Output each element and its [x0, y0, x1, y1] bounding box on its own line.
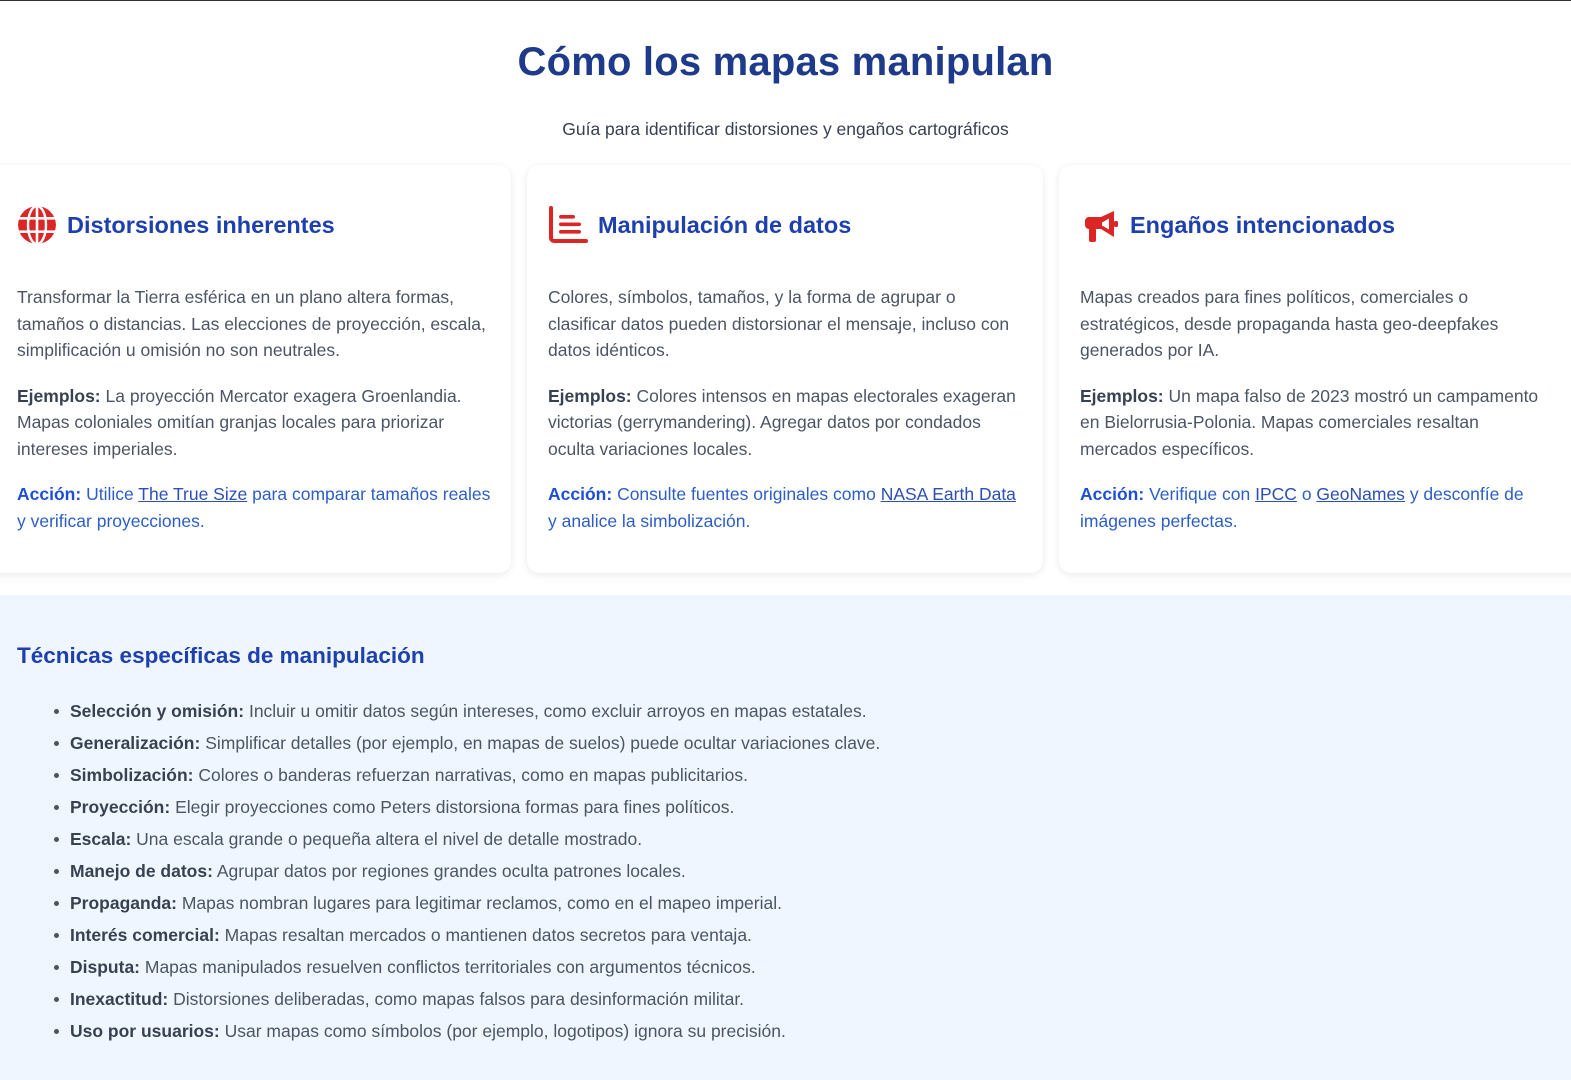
card-examples	[17, 383, 492, 463]
techniques-section	[0, 595, 1571, 1080]
item-text: Agrupar datos por regiones grandes oculta patrones locales.	[216, 861, 686, 881]
card-body	[17, 284, 492, 534]
action-label: Acción:	[1080, 484, 1145, 504]
item-text: Simplificar detalles (por ejemplo, en mapas de suelos) puede ocultar variaciones clave.	[205, 733, 881, 753]
item-label: Uso por usuarios:	[70, 1021, 220, 1041]
item-text: Usar mapas como símbolos (por ejemplo, logotipos) ignora su precisión.	[224, 1021, 786, 1041]
item-label: Propaganda:	[70, 893, 177, 913]
item-label: Interés comercial:	[70, 925, 220, 945]
card-description: Colores, símbolos, tamaños, y la forma de agrupar o clasificar datos pueden distorsionar el mensaje, incluso con datos idénticos.	[548, 287, 1010, 360]
card-header	[548, 203, 1026, 247]
action-text: Consulte fuentes originales como	[617, 484, 876, 504]
card-description: Mapas creados para fines políticos, comerciales o estratégicos, desde propaganda hasta geo-deepfakes generados por IA.	[1080, 287, 1499, 360]
chart-bars-icon	[548, 205, 588, 245]
list-item	[70, 983, 1571, 1015]
action-label: Acción:	[17, 484, 82, 504]
item-text: Una escala grande o pequeña altera el nivel de detalle mostrado.	[136, 829, 643, 849]
card-title: Engaños intencionados	[1130, 211, 1396, 238]
examples-text: Colores intensos en mapas electorales exageran victorias (gerrymandering). Agregar datos por condados oculta variaciones locales.	[548, 385, 1016, 459]
item-text: Mapas resaltan mercados o mantienen datos secretos para ventaja.	[224, 925, 752, 945]
list-item	[70, 759, 1571, 791]
list-item	[70, 919, 1571, 951]
examples-label: Ejemplos:	[17, 385, 101, 406]
card-title: Manipulación de datos	[598, 211, 852, 238]
card-distorsiones-inherentes	[0, 165, 511, 573]
item-label: Selección y omisión:	[70, 701, 245, 721]
card-action	[1080, 481, 1555, 534]
item-text: Mapas nombran lugares para legitimar reclamos, como en el mapeo imperial.	[181, 893, 782, 913]
action-text: y desconfíe de imágenes perfectas.	[1080, 484, 1524, 531]
card-body	[1080, 284, 1555, 534]
card-description: Transformar la Tierra esférica en un plano altera formas, tamaños o distancias. Las elecciones de proyección, escala, simplificación u omisión no son neutrales.	[17, 287, 486, 360]
action-text: o	[1301, 484, 1312, 504]
card-action	[548, 481, 1023, 534]
item-label: Proyección:	[70, 797, 171, 817]
card-enganos-intencionados	[1059, 165, 1571, 573]
item-label: Manejo de datos:	[70, 861, 213, 881]
examples-text: La proyección Mercator exagera Groenlandia. Mapas coloniales omitían granjas locales para priorizar intereses imperiales.	[17, 385, 462, 459]
item-text: Mapas manipulados resuelven conflictos territoriales con argumentos técnicos.	[144, 957, 756, 977]
card-manipulacion-de-datos	[527, 165, 1043, 573]
list-item	[70, 887, 1571, 919]
card-body	[548, 284, 1023, 534]
link-ipcc[interactable]: IPCC	[1255, 484, 1297, 504]
card-examples	[1080, 383, 1555, 463]
list-item	[70, 951, 1571, 983]
techniques-title: Técnicas específicas de manipulación	[17, 643, 425, 668]
list-item	[70, 791, 1571, 823]
card-title: Distorsiones inherentes	[67, 211, 335, 238]
item-label: Inexactitud:	[70, 989, 169, 1009]
list-item	[70, 727, 1571, 759]
list-item	[70, 695, 1571, 727]
page-header	[0, 0, 1571, 160]
item-label: Simbolización:	[70, 765, 194, 785]
card-header	[17, 203, 494, 247]
examples-text: Un mapa falso de 2023 mostró un campamento en Bielorrusia-Polonia. Mapas comerciales resaltan mercados específicos.	[1080, 385, 1539, 459]
list-item	[70, 823, 1571, 855]
action-text: Utilice	[86, 484, 134, 504]
globe-icon	[17, 205, 57, 245]
item-label: Generalización:	[70, 733, 201, 753]
action-text: y analice la simbolización.	[548, 510, 751, 531]
item-text: Elegir proyecciones como Peters distorsiona formas para fines políticos.	[175, 797, 735, 817]
item-text: Incluir u omitir datos según intereses, como excluir arroyos en mapas estatales.	[248, 701, 867, 721]
card-examples	[548, 383, 1023, 463]
examples-label: Ejemplos:	[1080, 385, 1164, 406]
item-text: Distorsiones deliberadas, como mapas falsos para desinformación militar.	[173, 989, 745, 1009]
page-title: Cómo los mapas manipulan	[517, 40, 1054, 84]
item-label: Escala:	[70, 829, 132, 849]
page-subtitle: Guía para identificar distorsiones y engaños cartográficos	[562, 119, 1009, 139]
action-text: para comparar tamaños reales y verificar proyecciones.	[17, 484, 491, 531]
link-geonames[interactable]: GeoNames	[1316, 484, 1405, 504]
list-item	[70, 855, 1571, 887]
action-label: Acción:	[548, 484, 613, 504]
card-action	[17, 481, 492, 534]
techniques-list	[17, 695, 1571, 1047]
item-text: Colores o banderas refuerzan narrativas, como en mapas publicitarios.	[198, 765, 748, 785]
list-item	[70, 1015, 1571, 1047]
item-label: Disputa:	[70, 957, 140, 977]
link-nasa-earth-data[interactable]: NASA Earth Data	[880, 484, 1016, 504]
action-text: Verifique con	[1149, 484, 1251, 504]
examples-label: Ejemplos:	[548, 385, 632, 406]
link-the-true-size[interactable]: The True Size	[138, 484, 248, 504]
card-header	[1080, 203, 1571, 247]
megaphone-icon	[1080, 205, 1120, 245]
